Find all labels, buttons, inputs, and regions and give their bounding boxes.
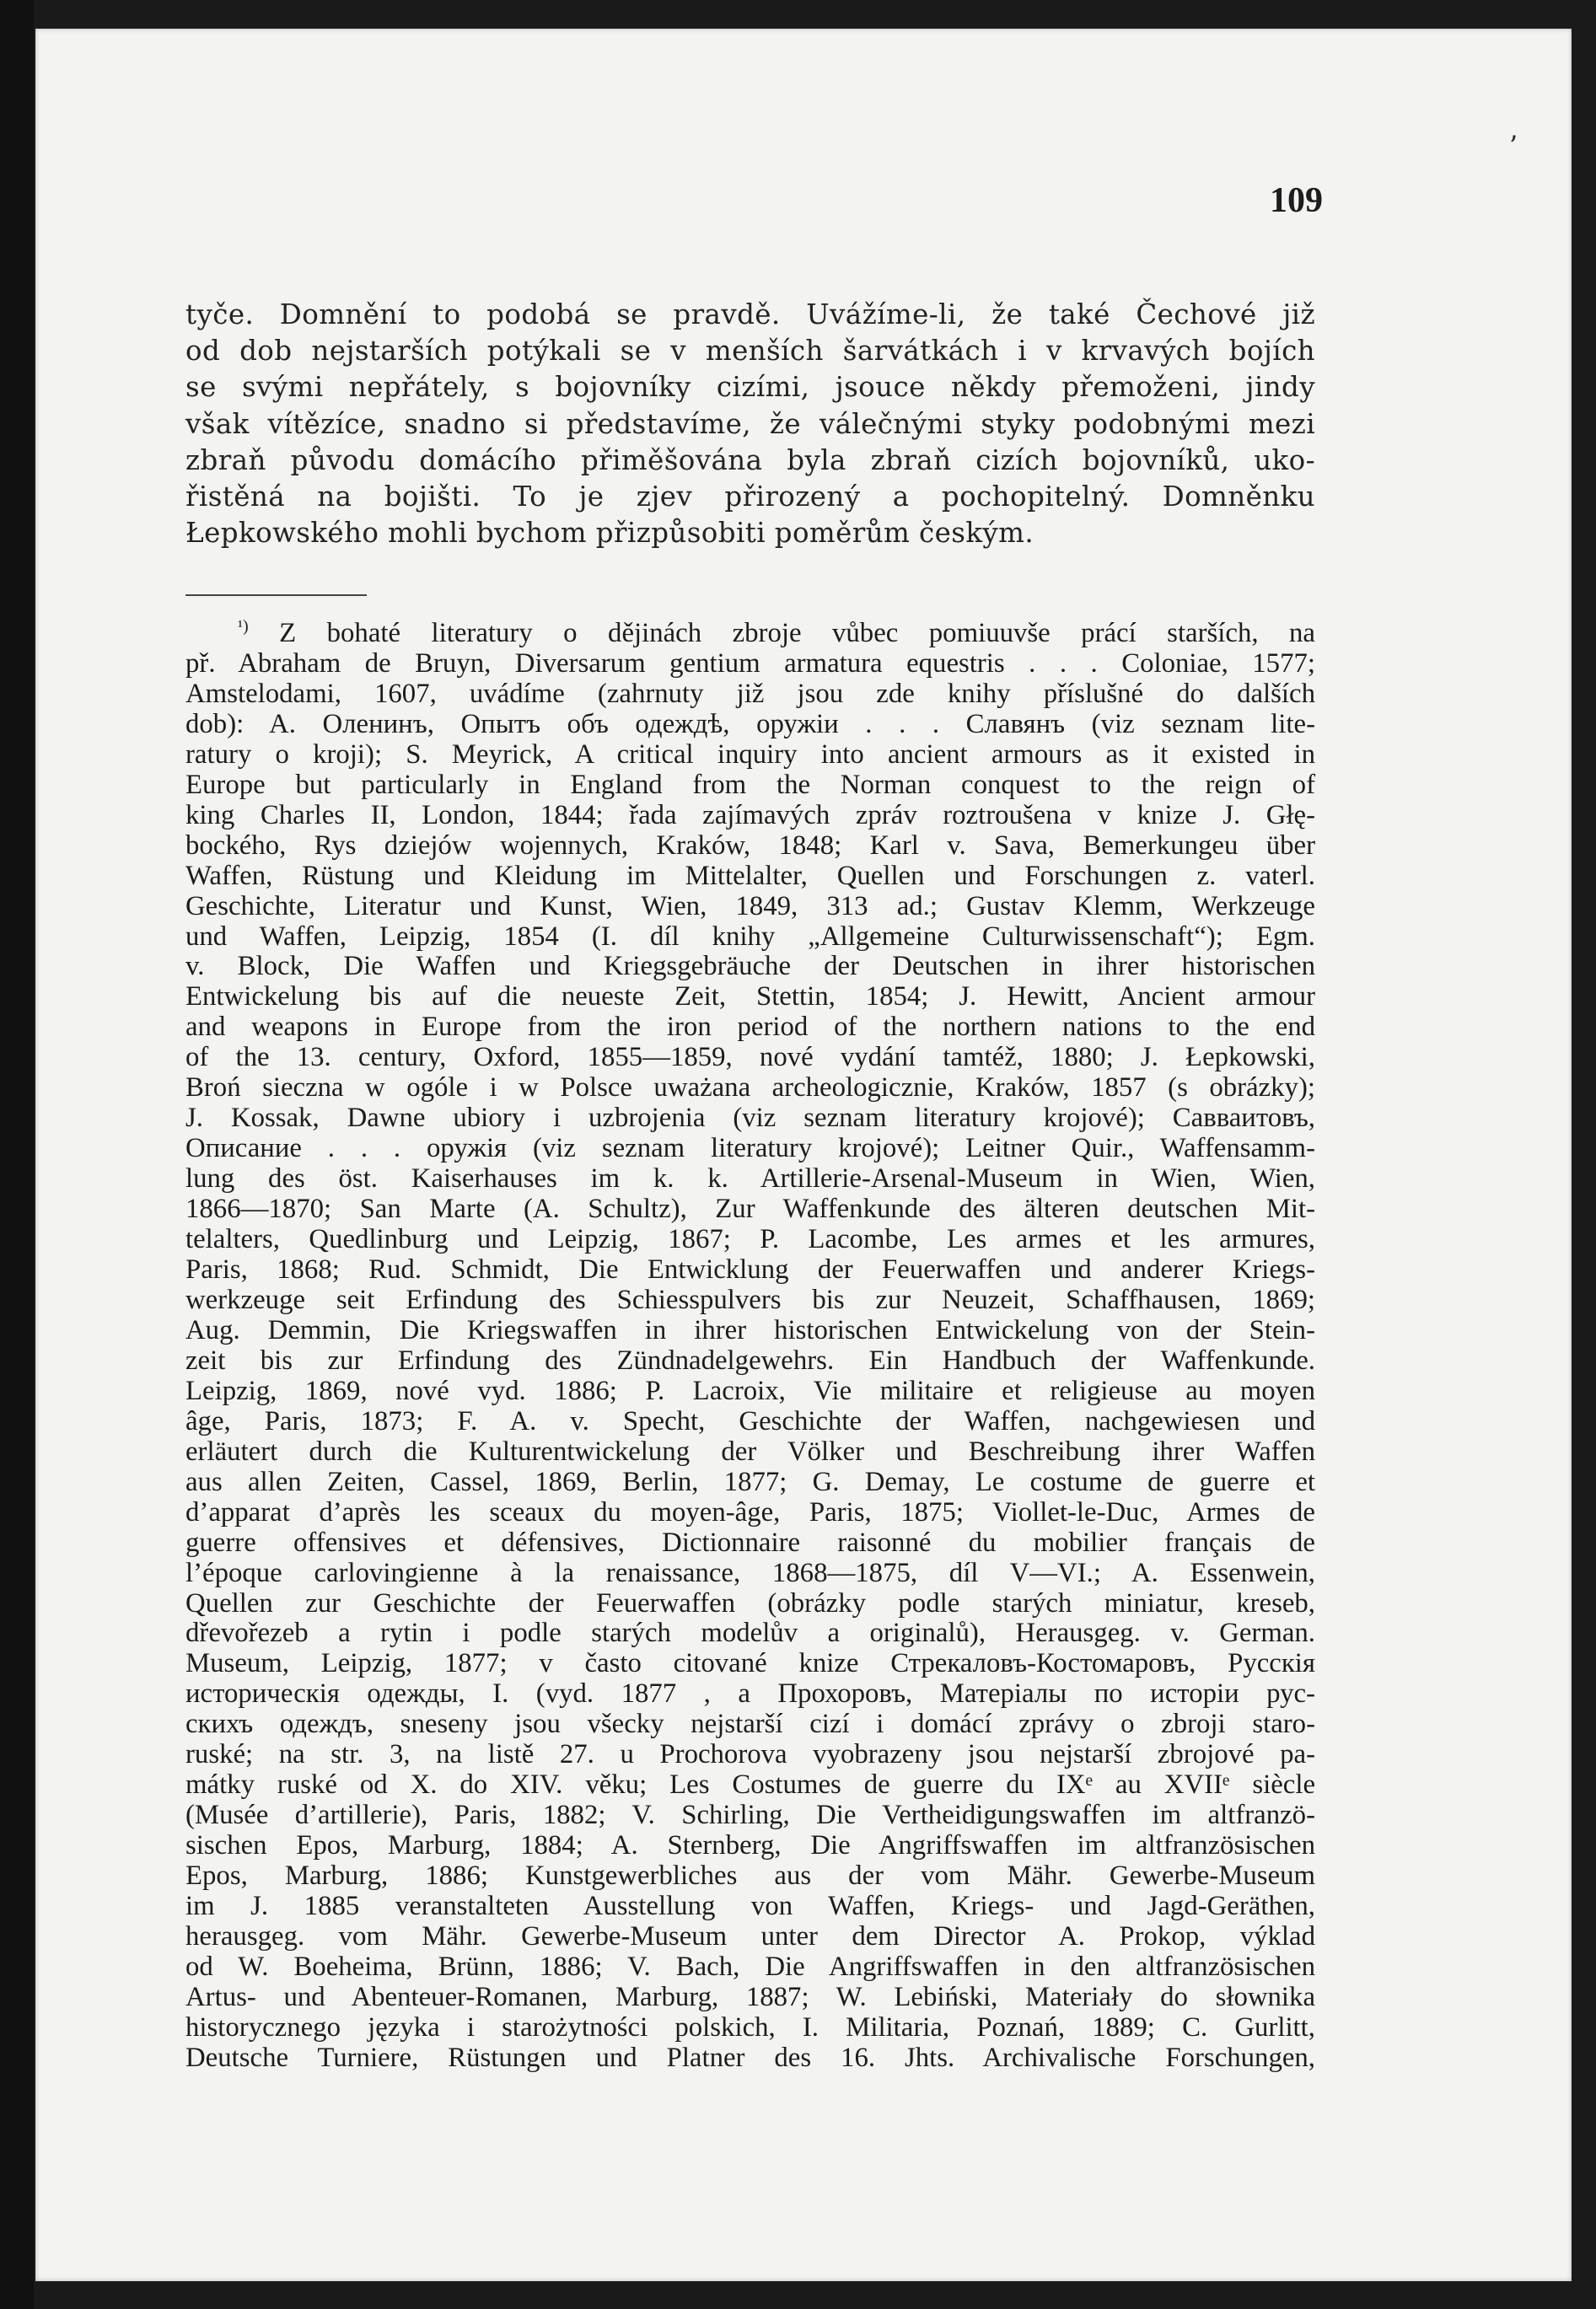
footnote-line: od W. Boeheima, Brünn, 1886; V. Bach, Die Angriffswaffen in den altfranzösischen bbox=[185, 1951, 1315, 1982]
footnote-line bbox=[185, 619, 1315, 649]
footnote-line: ruské; na str. 3, na listě 27. u Prochorova vyobrazeny jsou nejstarší zbrojové pa- bbox=[185, 1739, 1315, 1770]
scan-speck: ʼ bbox=[1508, 130, 1518, 162]
footnote-line: ratury o kroji); S. Meyrick, A critical inquiry into ancient armours as it existed in bbox=[185, 738, 1315, 770]
footnote-line: mátky ruské od X. do XIV. věku; Les Costumes de guerre du IXᵉ au XVIIᵉ siècle bbox=[185, 1769, 1315, 1801]
footnote-line: скихъ одеждъ, sneseny jsou všecky nejstarší cizí i domácí zprávy o zbroji staro- bbox=[185, 1709, 1315, 1740]
footnote-marker: ¹) bbox=[238, 617, 249, 636]
main-text-line: tyče. Domnění to podobá se pravdě. Uvážíme-li, že také Čechové již bbox=[185, 298, 1315, 330]
footnote-line: sischen Epos, Marburg, 1884; A. Sternberg, Die Angriffswaffen im altfranzösischen bbox=[185, 1830, 1315, 1861]
scan-border bbox=[0, 0, 34, 2309]
footnote-line: v. Block, Die Waffen und Kriegsgebräuche der Deutschen in ihrer historischen bbox=[185, 951, 1315, 982]
footnote-separator bbox=[185, 594, 367, 596]
footnote-line: guerre offensives et défensives, Dictionnaire raisonné du mobilier français de bbox=[185, 1527, 1315, 1558]
footnote bbox=[185, 619, 1315, 2074]
main-text-line: Łepkowského mohli bychom přizpůsobiti poměrům českým. bbox=[185, 517, 1034, 550]
footnote-line: Leipzig, 1869, nové vyd. 1886; P. Lacroix, Vie militaire et religieuse au moyen bbox=[185, 1375, 1315, 1406]
main-text-line: se svými nepřátely, s bojovníky cizími, jsouce někdy přemoženi, jindy bbox=[185, 371, 1315, 404]
main-paragraph bbox=[185, 297, 1315, 551]
footnote-line: Aug. Demmin, Die Kriegswaffen in ihrer historischen Entwickelung von der Stein- bbox=[185, 1314, 1315, 1345]
footnote-line: king Charles II, London, 1844; řada zajímavých zpráv roztroušena v knize J. Głę- bbox=[185, 799, 1315, 830]
footnote-line: 1866—1870; San Marte (A. Schultz), Zur Waffenkunde des älteren deutschen Mit- bbox=[185, 1194, 1315, 1225]
footnote-line: âge, Paris, 1873; F. A. v. Specht, Geschichte der Waffen, nachgewiesen und bbox=[185, 1405, 1315, 1436]
footnote-line-text: Z bohaté literatury o dějinách zbroje vůbec pomiuuvše prácí starších, na bbox=[279, 618, 1315, 648]
footnote-line: Entwickelung bis auf die neueste Zeit, Stettin, 1854; J. Hewitt, Ancient armour bbox=[185, 981, 1315, 1012]
footnote-line: J. Kossak, Dawne ubiory i uzbrojenia (viz seznam literatury krojové); Савваитовъ, bbox=[185, 1103, 1315, 1134]
footnote-line: историческія одежды, I. (vyd. 1877 , a Прохоровъ, Матеріалы по исторіи рус- bbox=[185, 1678, 1315, 1710]
footnote-line: Broń sieczna w ogóle i w Polsce uważana archeologicznie, Kraków, 1857 (s obrázky); bbox=[185, 1072, 1315, 1103]
footnote-line: d’apparat d’après les sceaux du moyen-âge, Paris, 1875; Viollet-le-Duc, Armes de bbox=[185, 1496, 1315, 1528]
footnote-line: dřevořezeb a rytin i podle starých modelův a originalů), Herausgeg. v. German. bbox=[185, 1618, 1315, 1649]
footnote-line: dob): A. Оленинъ, Опытъ объ одеждѣ, оружіи . . . Славянъ (viz seznam lite- bbox=[185, 708, 1315, 739]
footnote-line: lung des öst. Kaiserhauses im k. k. Artillerie-Arsenal-Museum in Wien, Wien, bbox=[185, 1163, 1315, 1195]
footnote-line: historycznego języka i starożytności polskich, I. Militaria, Poznań, 1889; C. Gurlitt, bbox=[185, 2011, 1315, 2043]
footnote-line: herausgeg. vom Mähr. Gewerbe-Museum unter dem Director A. Prokop, výklad bbox=[185, 1920, 1315, 1952]
footnote-line: bockého, Rys dziejów wojennych, Kraków, 1848; Karl v. Sava, Bemerkungeu über bbox=[185, 830, 1315, 861]
footnote-line: Waffen, Rüstung und Kleidung im Mittelalter, Quellen und Forschungen z. vaterl. bbox=[185, 860, 1315, 891]
footnote-line: Paris, 1868; Rud. Schmidt, Die Entwicklung der Feuerwaffen und anderer Kriegs- bbox=[185, 1254, 1315, 1286]
footnote-line: aus allen Zeiten, Cassel, 1869, Berlin, 1877; G. Demay, Le costume de guerre et bbox=[185, 1466, 1315, 1497]
footnote-line: Amstelodami, 1607, uvádíme (zahrnuty již jsou zde knihy příslušné do dalších bbox=[185, 678, 1315, 709]
main-text-line: však vítězíce, snadno si představíme, že válečnými styky podobnými mezi bbox=[185, 407, 1315, 440]
footnote-line: Описание . . . оружія (viz seznam literatury krojové); Leitner Quir., Waffensamm- bbox=[185, 1133, 1315, 1164]
footnote-line: Geschichte, Literatur und Kunst, Wien, 1849, 313 ad.; Gustav Klemm, Werkzeuge bbox=[185, 890, 1315, 921]
footnote-line: l’époque carlovingienne à la renaissance, 1868—1875, díl V—VI.; A. Essenwein, bbox=[185, 1557, 1315, 1588]
footnote-line: Epos, Marburg, 1886; Kunstgewerbliches aus der vom Mähr. Gewerbe-Museum bbox=[185, 1861, 1315, 1892]
footnote-line: and weapons in Europe from the iron period of the northern nations to the end bbox=[185, 1012, 1315, 1043]
footnote-line: Artus- und Abenteuer-Romanen, Marburg, 1887; W. Lebiński, Materiały do słownika bbox=[185, 1981, 1315, 2012]
footnote-line: (Musée d’artillerie), Paris, 1882; V. Schirling, Die Vertheidigungswaffen im altfranzö- bbox=[185, 1800, 1315, 1831]
footnote-line: und Waffen, Leipzig, 1854 (I. díl knihy „Allgemeine Culturwissenschaft“); Egm. bbox=[185, 921, 1315, 952]
main-text-line: řistěná na bojišti. To je zjev přirozený a pochopitelný. Domněnku bbox=[185, 481, 1315, 513]
footnote-line: Museum, Leipzig, 1877; v často citované knize Стрекаловъ-Костомаровъ, Русскія bbox=[185, 1648, 1315, 1679]
footnote-line: of the 13. century, Oxford, 1855—1859, nové vydání tamtéž, 1880; J. Łepkowski, bbox=[185, 1042, 1315, 1073]
footnote-line: zeit bis zur Erfindung des Zündnadelgewehrs. Ein Handbuch der Waffenkunde. bbox=[185, 1345, 1315, 1376]
footnote-line: telalters, Quedlinburg und Leipzig, 1867; P. Lacombe, Les armes et les armures, bbox=[185, 1224, 1315, 1255]
footnote-line: im J. 1885 veranstalteten Ausstellung von Waffen, Kriegs- und Jagd-Geräthen, bbox=[185, 1891, 1315, 1922]
footnote-line: Europe but particularly in England from the Norman conquest to the reign of bbox=[185, 769, 1315, 800]
footnote-line: Deutsche Turniere, Rüstungen und Platner des 16. Jhts. Archivalische Forschungen, bbox=[185, 2042, 1315, 2073]
footnote-line: Quellen zur Geschichte der Feuerwaffen (obrázky podle starých miniatur, kreseb, bbox=[185, 1587, 1315, 1619]
page-sheet bbox=[35, 29, 1572, 2281]
page-number: 109 bbox=[1270, 181, 1323, 220]
main-text-line: od dob nejstarších potýkali se v menších šarvátkách i v krvavých bojích bbox=[185, 335, 1315, 368]
footnote-line: erläutert durch die Kulturentwickelung der Völker und Beschreibung ihrer Waffen bbox=[185, 1436, 1315, 1467]
footnote-line: př. Abraham de Bruyn, Diversarum gentium armatura equestris . . . Coloniae, 1577; bbox=[185, 647, 1315, 679]
footnote-line: werkzeuge seit Erfindung des Schiesspulvers bis zur Neuzeit, Schaffhausen, 1869; bbox=[185, 1284, 1315, 1315]
main-text-line: zbraň původu domácího přiměšována byla zbraň cizích bojovníků, uko- bbox=[185, 443, 1315, 476]
